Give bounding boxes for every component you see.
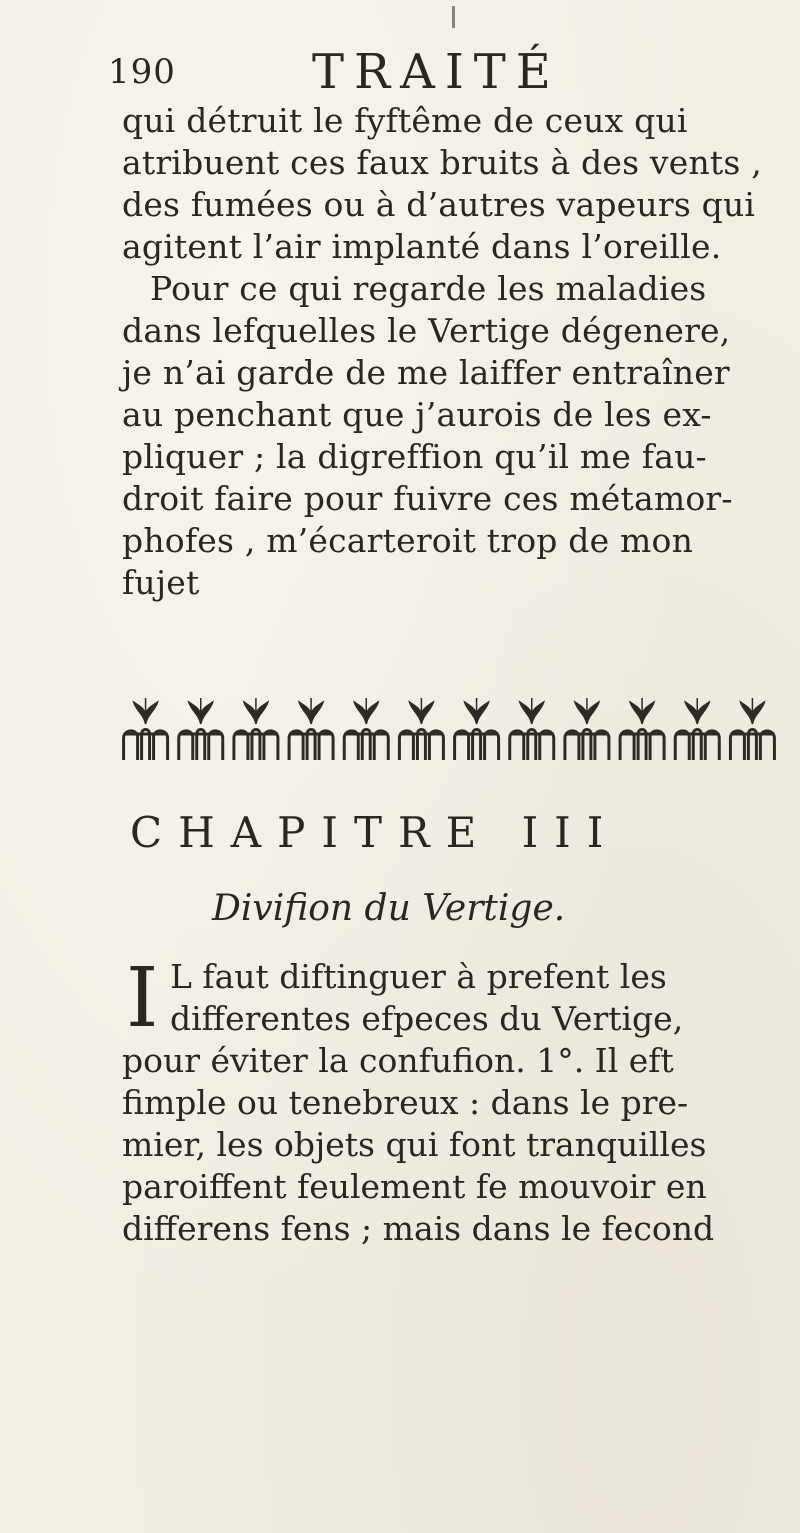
fleuron-icon <box>344 698 388 760</box>
text-line: atribuent ces faux bruits à des vents , <box>122 143 762 182</box>
text-line: agitent l’air implanté dans l’oreille. <box>122 227 722 266</box>
text-line: differentes efpeces du Vertige, <box>170 999 684 1038</box>
fleuron-icon <box>510 698 554 760</box>
fleuron-icon <box>730 698 774 760</box>
fleuron-icon <box>234 698 278 760</box>
text-line: fimple ou tenebreux : dans le pre- <box>122 1083 689 1122</box>
text-line: L faut diftinguer à prefent les <box>170 957 667 996</box>
text-line: pour éviter la confufion. 1°. Il eft <box>122 1041 674 1080</box>
text-line: pliquer ; la digreffion qu’il me fau- <box>122 437 707 476</box>
paragraph-1 <box>122 100 772 604</box>
fleuron-icon <box>399 698 443 760</box>
text-line: phofes , m’écarteroit trop de mon <box>122 521 694 560</box>
drop-cap: I <box>126 951 159 1046</box>
fleuron-icon <box>179 698 223 760</box>
fleuron-icon <box>565 698 609 760</box>
ink-mark <box>452 6 455 28</box>
page-number: 190 <box>108 52 176 92</box>
text-line: dans lefquelles le Vertige dégenere, <box>122 311 731 350</box>
text-line: qui détruit le fyftême de ceux qui <box>122 101 688 140</box>
text-line: mier, les objets qui font tranquilles <box>122 1125 707 1164</box>
paragraph-2 <box>122 951 782 1250</box>
text-line: paroiffent feulement fe mouvoir en <box>122 1167 707 1206</box>
running-head: TRAITÉ <box>312 44 561 100</box>
fleuron-icon <box>124 698 168 760</box>
page-header <box>100 44 740 104</box>
fleuron-icon <box>289 698 333 760</box>
text-line: differens fens ; mais dans le fecond <box>122 1209 715 1248</box>
chapter-subtitle: Divifion du Vertige. <box>212 888 566 929</box>
text-line: je n’ai garde de me laiffer entraîner <box>122 353 730 392</box>
text-line: droit faire pour fuivre ces métamor- <box>122 479 733 518</box>
fleuron-row-icon <box>118 694 780 766</box>
fleuron-icon <box>620 698 664 760</box>
text-line: au penchant que j’aurois de les ex- <box>122 395 712 434</box>
text-line: fujet <box>122 563 200 602</box>
fleuron-icon <box>455 698 499 760</box>
text-line: Pour ce qui regarde les maladies <box>150 269 707 308</box>
fleuron-icon <box>675 698 719 760</box>
ornament-band <box>118 694 780 766</box>
chapter-title: CHAPITRE III <box>130 808 620 857</box>
text-line: des fumées ou à d’autres vapeurs qui <box>122 185 756 224</box>
